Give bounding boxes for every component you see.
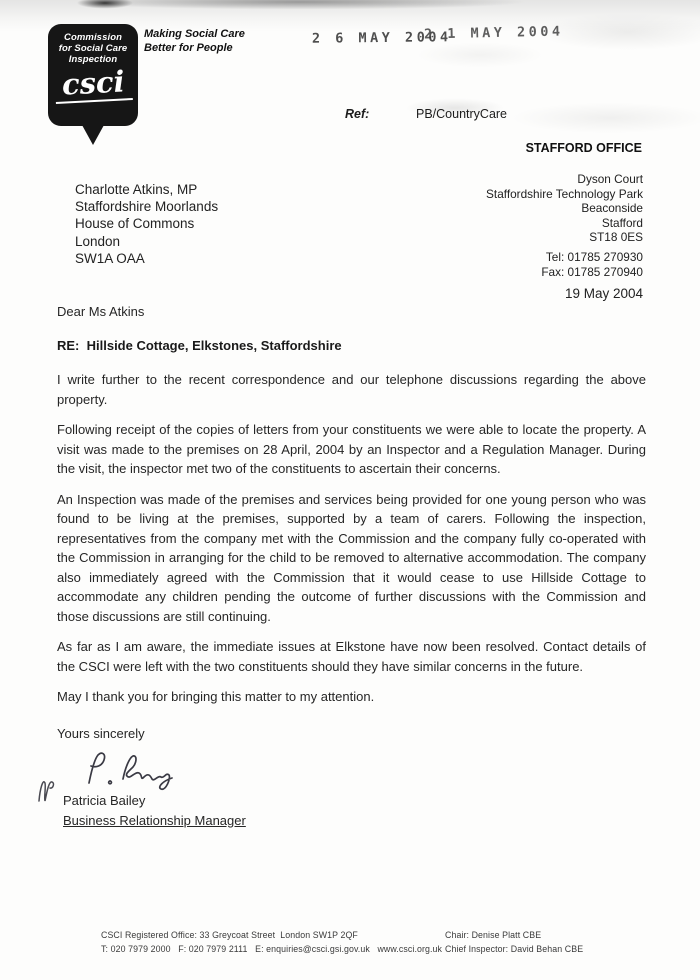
office-address-line: Beaconside [581, 201, 643, 216]
margin-initials-mark [35, 773, 57, 807]
office-address-line: Stafford [601, 215, 643, 230]
logo-script-csci: csci [54, 65, 132, 104]
office-address-line: Dyson Court [577, 172, 643, 186]
office-address-line: Staffordshire Technology Park [486, 186, 643, 201]
office-fax: Fax: 01785 270940 [541, 264, 643, 279]
office-tel: Tel: 01785 270930 [545, 250, 643, 264]
paragraph-4: As far as I am aware, the immediate issues at Elkstone have now been resolved. Contact details of the CSCI were left with the two constituents should they have similar concerns in the future. [57, 639, 646, 674]
footer-chair: Chair: Denise Platt CBE [445, 930, 542, 940]
salutation: Dear Ms Atkins [57, 304, 145, 319]
office-phones [541, 250, 643, 279]
signatory-name: Patricia Bailey [63, 793, 146, 808]
footer-registered-office [101, 929, 442, 956]
closing: Yours sincerely [57, 725, 145, 741]
signature-block [57, 747, 646, 830]
footer-contact-line: T: 020 7979 2000 F: 020 7979 2111 E: enquiries@csci.gsi.gov.uk www.csci.org.uk [101, 943, 443, 954]
paragraph-3: An Inspection was made of the premises and services being provided for one young person who was found to be living at the premises, supported by a team of carers. Following the inspection, representatives from the company met with the Commission and the company fully co-operated with the Commission in arranging for the child to be removed to alternative accommodation. The company also immediately agreed with the Commission that it would cease to use Hillside Cottage to accommodate any children pending the outcome of further discussions with the Commission and those discussions are still continuing. [57, 491, 646, 624]
tagline-line1: Making Social Care [144, 28, 245, 40]
office-address [486, 172, 643, 245]
recipient-line: London [75, 233, 121, 249]
tagline-line2: Better for People [144, 42, 233, 54]
date-stamp-21-may: 2 1 MAY 2004 [423, 23, 564, 43]
recipient-postcode: SW1A OAA [75, 250, 145, 266]
signatory-title: Business Relationship Manager [63, 812, 246, 828]
tagline [144, 27, 245, 55]
handwritten-signature [79, 747, 209, 795]
recipient-line: Staffordshire Moorlands [75, 199, 219, 215]
subject-line: RE: Hillside Cottage, Elkstones, Staffordshire [57, 337, 342, 353]
ref-label: Ref: [345, 107, 370, 121]
footer-chief-inspector: Chief Inspector: David Behan CBE [445, 943, 584, 954]
letter-body [57, 302, 646, 830]
footer-officers [445, 929, 583, 956]
recipient-line: House of Commons [75, 216, 195, 232]
letter-date: 19 May 2004 [564, 286, 643, 301]
csci-logo [48, 24, 138, 126]
paragraph-5: May I thank you for bringing this matter to my attention. [57, 689, 375, 704]
footer-address-line: CSCI Registered Office: 33 Greycoat Street London SW1P 2QF [101, 930, 358, 940]
logo-text-line2: for Social Care [58, 43, 128, 54]
logo-text-line1: Commission [63, 32, 122, 43]
paragraph-2: Following receipt of the copies of letters from your constituents we were able to locate the property. A visit was made to the premises on 28 April, 2004 by an Inspector and a Regulation Manager. During the visit, the inspector met two of the constituents to ascertain their concerns. [57, 422, 646, 476]
recipient-name: Charlotte Atkins, MP [75, 182, 198, 197]
office-postcode: ST18 0ES [589, 230, 643, 245]
recipient-address [75, 181, 218, 267]
logo-text-line3: Inspection [68, 54, 118, 65]
date-stamp-26-may: 2 6 MAY 2004 [311, 29, 452, 47]
office-title: STAFFORD OFFICE [525, 141, 642, 155]
ref-value: PB/CountryCare [416, 107, 508, 121]
paragraph-1: I write further to the recent correspondence and our telephone discussions regarding the above property. [57, 372, 646, 407]
